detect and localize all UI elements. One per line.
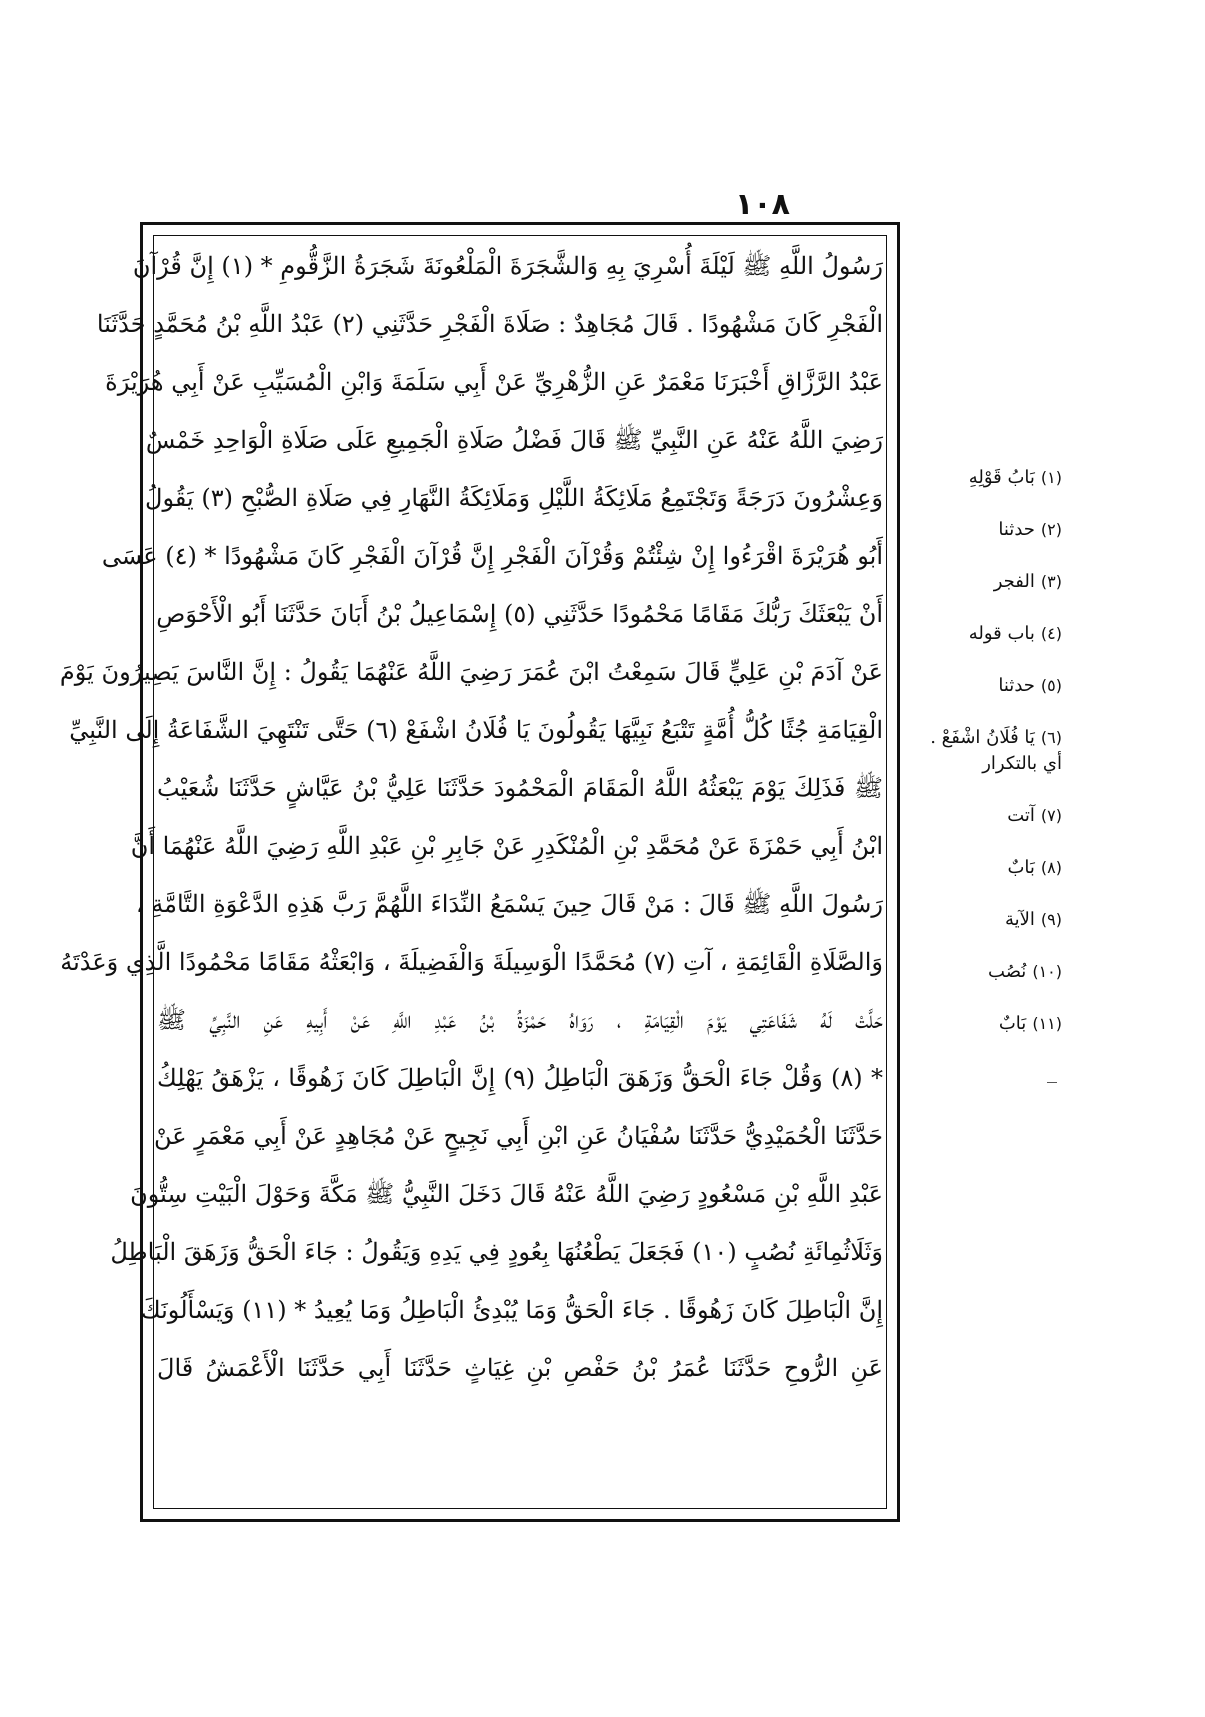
margin-note-text: حدثنا [998, 675, 1035, 696]
margin-note [912, 803, 1062, 829]
margin-note-text: آتت [1007, 805, 1035, 826]
text-line: أَبُو هُرَيْرَةَ اقْرَءُوا إِنْ شِئْتُمْ وَقُرْآنَ الْفَجْرِ إِنَّ قُرْآنَ الْفَجْرِ كَانَ مَشْهُودًا * (٤) عَسَى [101, 542, 883, 570]
text-line: ﷺ فَذَلِكَ يَوْمَ يَبْعَثُهُ اللَّهُ الْمَقَامَ الْمَحْمُودَ حَدَّثَنَا عَلِيُّ بْنُ عَيَّاشٍ حَدَّثَنَا شُعَيْبُ [157, 774, 883, 802]
margin-note-text: يَا فُلَانُ اشْفَعْ . أي بالتكرار [930, 727, 1062, 774]
margin-note-text: بَابٌ [1007, 857, 1035, 878]
margin-note-number: (٧) [1040, 806, 1062, 825]
text-line: عَبْدُ الرَّزَّاقِ أَخْبَرَنَا مَعْمَرٌ عَنِ الزُّهْرِيِّ عَنْ أَبِي سَلَمَةَ وَابْنِ الْمُسَيِّبِ عَنْ أَبِي هُرَيْرَةَ [105, 368, 883, 396]
text-line: عَنِ الرُّوحِ حَدَّثَنَا عُمَرُ بْنُ حَفْصِ بْنِ غِيَاثٍ حَدَّثَنَا أَبِي حَدَّثَنَا الْأَعْمَشُ قَالَ [157, 1354, 883, 1382]
margin-note-number: (٦) [1040, 728, 1062, 747]
margin-note [912, 959, 1062, 985]
margin-note-text: نُصُب [988, 961, 1027, 982]
page-number: ١٠٨ [735, 187, 790, 222]
margin-note [912, 725, 1062, 777]
text-line: إِنَّ الْبَاطِلَ كَانَ زَهُوقًا . جَاءَ الْحَقُّ وَمَا يُبْدِئُ الْبَاطِلُ وَمَا يُعِيدُ * (١١) وَيَسْأَلُونَكَ [140, 1296, 883, 1324]
margin-note [912, 465, 1062, 491]
margin-note-number: (١) [1040, 468, 1062, 487]
text-line: حَلَّتْ لَهُ شَفَاعَتِي يَوْمَ الْقِيَامَةِ ، رَوَاهُ حَمْزَةُ بْنُ عَبْدِ اللَّهِ عَنْ أَبِيهِ عَنِ النَّبِيِّ ﷺ [157, 1006, 883, 1034]
text-line: رَسُولُ اللَّهِ ﷺ لَيْلَةَ أُسْرِيَ بِهِ وَالشَّجَرَةَ الْمَلْعُونَةَ شَجَرَةُ الزَّقُّومِ * (١) إِنَّ قُرْآنَ [132, 252, 883, 280]
margin-note-number: (١١) [1032, 1014, 1062, 1033]
margin-note-number: (٥) [1040, 676, 1062, 695]
text-line: ابْنُ أَبِي حَمْزَةَ عَنْ مُحَمَّدِ بْنِ الْمُنْكَدِرِ عَنْ جَابِرِ بْنِ عَبْدِ اللَّهِ رَضِيَ اللَّهُ عَنْهُمَا أَنَّ [130, 832, 883, 860]
text-line: وَعِشْرُونَ دَرَجَةً وَتَجْتَمِعُ مَلَائِكَةُ اللَّيْلِ وَمَلَائِكَةُ النَّهَارِ فِي صَلَاةِ الصُّبْحِ (٣) يَقُولُ [145, 484, 883, 512]
margin-note-number: (١٠) [1032, 962, 1062, 981]
text-line: وَالصَّلَاةِ الْقَائِمَةِ ، آتِ (٧) مُحَمَّدًا الْوَسِيلَةَ وَالْفَضِيلَةَ ، وَابْعَثْهُ مَقَامًا مَحْمُودًا الَّذِي وَعَدْتَهُ [60, 948, 883, 976]
text-line: الْقِيَامَةِ جُثًا كُلُّ أُمَّةٍ تَتْبَعُ نَبِيَّهَا يَقُولُونَ يَا فُلَانُ اشْفَعْ (٦) حَتَّى تَنْتَهِيَ الشَّفَاعَةُ إِلَى النَّبِيِّ [69, 716, 883, 744]
margin-note-text: بَابُ قَوْلِهِ [968, 467, 1035, 488]
margin-notes [912, 465, 1062, 1063]
text-frame [59, 222, 900, 1522]
scan-mark [1047, 1082, 1057, 1083]
text-line: عَبْدِ اللَّهِ بْنِ مَسْعُودٍ رَضِيَ اللَّهُ عَنْهُ قَالَ دَخَلَ النَّبِيُّ ﷺ مَكَّةَ وَحَوْلَ الْبَيْتِ سِتُّونَ [130, 1180, 883, 1208]
margin-note [912, 569, 1062, 595]
text-line: عَنْ آدَمَ بْنِ عَلِيٍّ قَالَ سَمِعْتُ ابْنَ عُمَرَ رَضِيَ اللَّهُ عَنْهُمَا يَقُولُ : إِنَّ النَّاسَ يَصِيرُونَ يَوْمَ [59, 658, 883, 686]
margin-note-number: (٣) [1040, 572, 1062, 591]
margin-note [912, 855, 1062, 881]
margin-note-number: (٨) [1040, 858, 1062, 877]
text-line: وَثَلَاثُمِائَةِ نُصُبٍ (١٠) فَجَعَلَ يَطْعُنُهَا بِعُودٍ فِي يَدِهِ وَيَقُولُ : جَاءَ الْحَقُّ وَزَهَقَ الْبَاطِلُ [110, 1238, 883, 1266]
text-line: رَسُولَ اللَّهِ ﷺ قَالَ : مَنْ قَالَ حِينَ يَسْمَعُ النِّدَاءَ اللَّهُمَّ رَبَّ هَذِهِ الدَّعْوَةِ التَّامَّةِ ، [135, 890, 883, 918]
margin-note [912, 907, 1062, 933]
text-line: حَدَّثَنَا الْحُمَيْدِيُّ حَدَّثَنَا سُفْيَانُ عَنِ ابْنِ أَبِي نَجِيحٍ عَنْ مُجَاهِدٍ عَنْ أَبِي مَعْمَرٍ عَنْ [154, 1122, 883, 1150]
text-line: * (٨) وَقُلْ جَاءَ الْحَقُّ وَزَهَقَ الْبَاطِلُ (٩) إِنَّ الْبَاطِلَ كَانَ زَهُوقًا ، يَزْهَقُ يَهْلِكُ [157, 1064, 884, 1092]
margin-note [912, 517, 1062, 543]
text-line: الْفَجْرِ كَانَ مَشْهُودًا . قَالَ مُجَاهِدٌ : صَلَاةَ الْفَجْرِ حَدَّثَنِي (٢) عَبْدُ اللَّهِ بْنُ مُحَمَّدٍ حَدَّثَنَا [96, 310, 883, 338]
margin-note-number: (٢) [1040, 520, 1062, 539]
margin-note-text: باب قوله [968, 623, 1035, 644]
margin-note-text: حدثنا [998, 519, 1035, 540]
margin-note-number: (٤) [1040, 624, 1062, 643]
main-text [59, 237, 884, 1507]
margin-note [912, 1011, 1062, 1037]
margin-note-text: بَابٌ [998, 1013, 1027, 1034]
text-line: أَنْ يَبْعَثَكَ رَبُّكَ مَقَامًا مَحْمُودًا حَدَّثَنِي (٥) إِسْمَاعِيلُ بْنُ أَبَانَ حَدَّثَنَا أَبُو الْأَحْوَصِ [156, 600, 883, 628]
text-line: رَضِيَ اللَّهُ عَنْهُ عَنِ النَّبِيِّ ﷺ قَالَ فَضْلُ صَلَاةِ الْجَمِيعِ عَلَى صَلَاةِ الْوَاحِدِ خَمْسٌ [145, 426, 883, 454]
margin-note [912, 621, 1062, 647]
margin-note-text: الآية [1004, 909, 1035, 930]
margin-note-number: (٩) [1040, 910, 1062, 929]
margin-note-text: الفجر [993, 571, 1035, 592]
margin-note [912, 673, 1062, 699]
